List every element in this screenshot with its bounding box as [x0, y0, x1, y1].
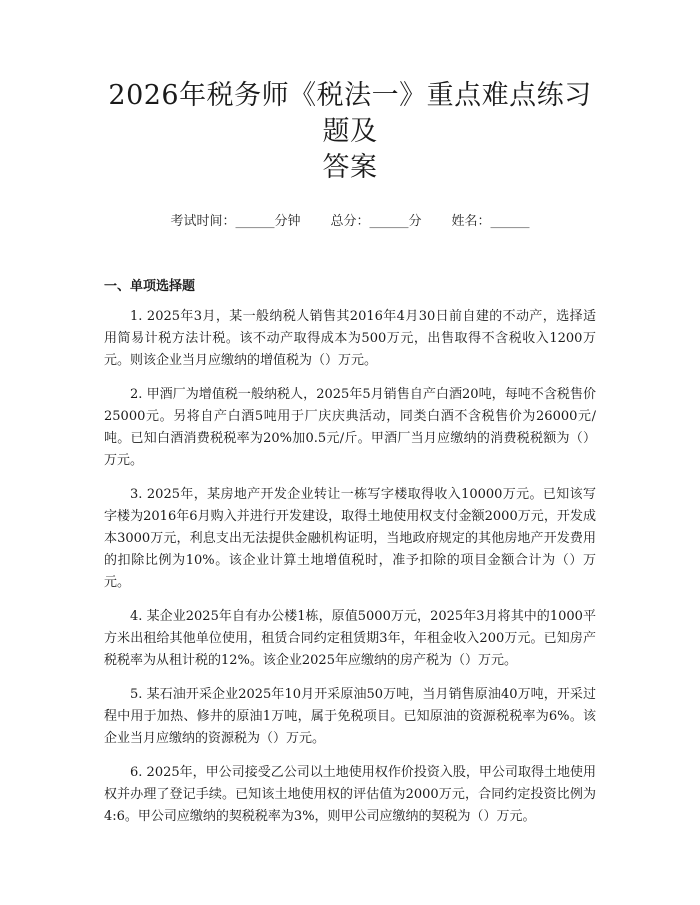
question-1: 1. 2025年3月，某一般纳税人销售其2016年4月30日前自建的不动产，选择适用简易计税方法计税。该不动产取得成本为500万元，出售取得不含税收入1200万元。则该企业当月应缴纳的增值税为（）万元。 — [104, 309, 596, 368]
document-title — [104, 78, 596, 186]
question-2: 2. 甲酒厂为增值税一般纳税人，2025年5月销售自产白酒20吨，每吨不含税售价25000元。另将自产白酒5吨用于厂庆庆典活动，同类白酒不含税售价为26000元/吨。已知白酒消费税税率为20%加0.5元/斤。甲酒厂当月应缴纳的消费税税额为（）万元。 — [104, 387, 596, 468]
question-5: 5. 某石油开采企业2025年10月开采原油50万吨，当月销售原油40万吨，开采过程中用于加热、修井的原油1万吨，属于免税项目。已知原油的资源税税率为6%。该企业当月应缴纳的资源税为（）万元。 — [104, 687, 596, 746]
exam-time: 考试时间：______分钟 — [170, 214, 301, 229]
exam-meta — [104, 210, 596, 229]
question-6: 6. 2025年，甲公司接受乙公司以土地使用权作价投资入股，甲公司取得土地使用权并办理了登记手续。已知该土地使用权的评估值为2000万元，合同约定投资比例为4:6。甲公司应缴纳的契税税率为3%，则甲公司应缴纳的契税为（）万元。 — [104, 765, 596, 824]
exam-name: 姓名：______ — [451, 214, 530, 229]
question-3: 3. 2025年，某房地产开发企业转让一栋写字楼取得收入10000万元。已知该写字楼为2016年6月购入并进行开发建设，取得土地使用权支付金额2000万元，开发成本3000万元，利息支出无法提供金融机构证明，当地政府规定的其他房地产开发费用的扣除比例为10%。该企业计算土地增值税时，准予扣除的项目金额合计为（）万元。 — [104, 487, 596, 590]
exam-score: 总分：______分 — [330, 214, 422, 229]
question-4: 4. 某企业2025年自有办公楼1栋，原值5000万元，2025年3月将其中的1000平方米出租给其他单位使用，租赁合同约定租赁期3年，年租金收入200万元。已知房产税税率为从租计税的12%。该企业2025年应缴纳的房产税为（）万元。 — [104, 609, 596, 668]
title-line-2: 答案 — [322, 152, 378, 183]
section-heading: 一、单项选择题 — [104, 279, 196, 294]
title-line-1: 2026年税务师《税法一》重点难点练习题及 — [108, 80, 592, 147]
